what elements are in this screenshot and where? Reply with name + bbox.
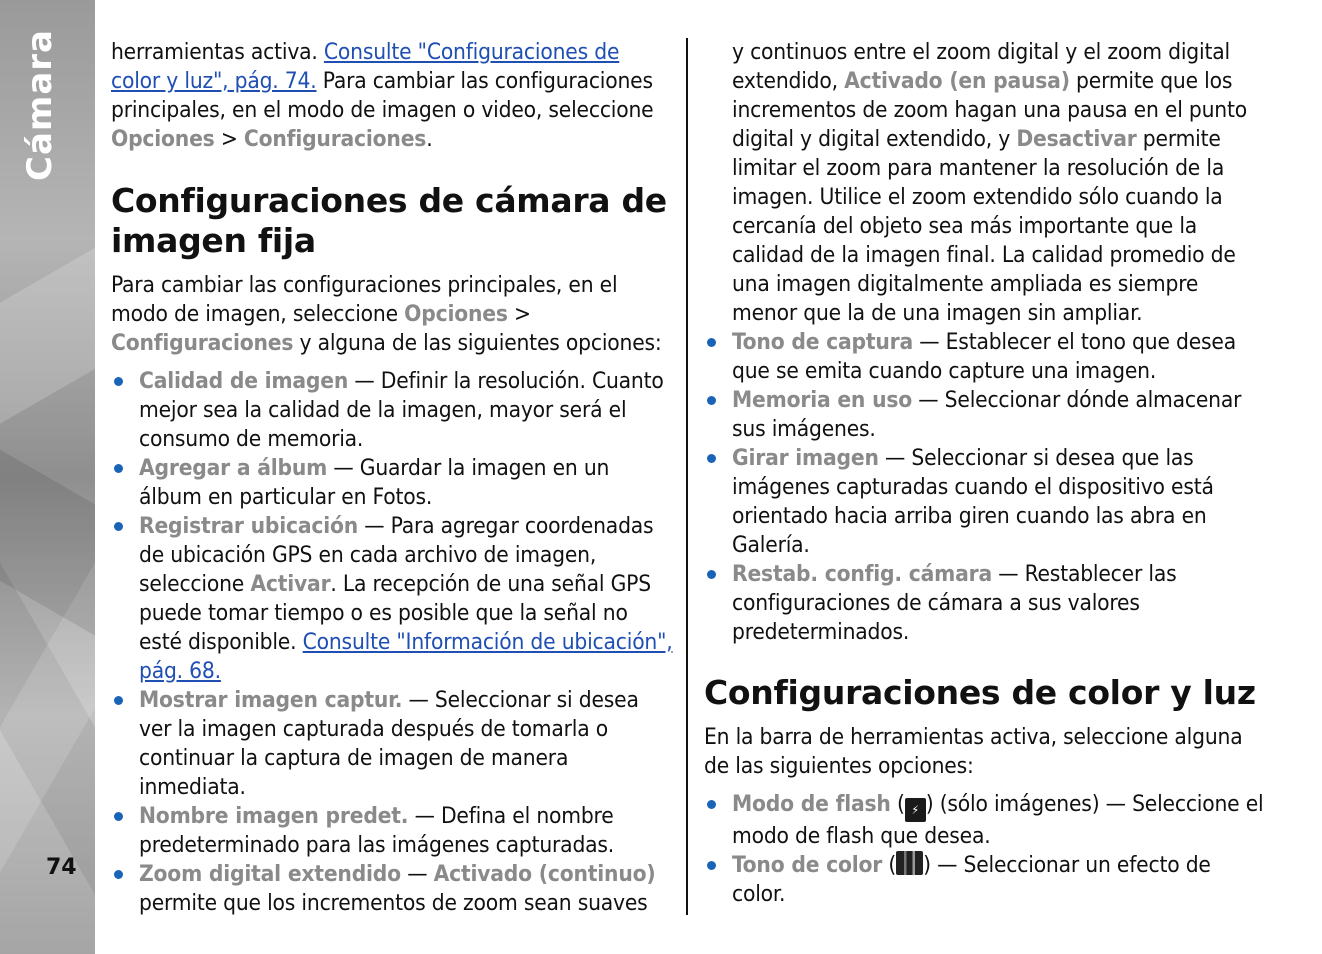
list-item: Tono de color ( ) — Seleccionar un efecto de color.: [704, 851, 1269, 909]
chapter-sidebar: [0, 0, 95, 954]
flash-auto-icon: ⚡: [905, 798, 926, 822]
chapter-title: Cámara: [20, 29, 60, 181]
list-item: Nombre imagen predet. — Defina el nombre predeterminado para las imágenes capturadas.: [111, 802, 673, 860]
list-item: Mostrar imagen captur. — Seleccionar si desea ver la imagen capturada después de tomarla o continuar la captura de imagen de manera inmediata.: [111, 686, 673, 802]
intro-paragraph: herramientas activa. Consulte "Configuraciones de color y luz", pág. 74. Para cambiar las configuraciones principales, en el modo de imagen o video, seleccione Opciones > Configuraciones.: [111, 39, 654, 152]
camera-options-list: [111, 367, 673, 918]
left-column: [111, 38, 673, 918]
list-item: Calidad de imagen — Definir la resolución. Cuanto mejor sea la calidad de la imagen, mayor será el consumo de memoria.: [111, 367, 673, 454]
page-number: 74: [46, 855, 77, 880]
link-location-info[interactable]: Consulte "Información de ubicación", pág. 68.: [139, 629, 673, 684]
column-divider: [686, 38, 688, 915]
ui-options: Opciones: [111, 126, 215, 152]
zoom-continued: [704, 38, 1269, 328]
right-column: [704, 38, 1269, 909]
list-item: Modo de flash ( ⚡ ) (sólo imágenes) — Seleccione el modo de flash que desea.: [704, 790, 1269, 851]
list-item: Girar imagen — Seleccionar si desea que las imágenes capturadas cuando el dispositivo está orientado hacia arriba giren cuando las abra en Galería.: [704, 444, 1269, 560]
link-color-light[interactable]: Consulte "Configuraciones de color y luz", pág. 74.: [111, 39, 620, 94]
section-heading-still-camera: Configuraciones de cámara de imagen fija: [111, 181, 667, 260]
section-heading-color-light: Configuraciones de color y luz: [704, 673, 1256, 712]
list-item: Zoom digital extendido — Activado (continuo) permite que los incrementos de zoom sean suaves: [111, 860, 673, 918]
color-tone-icon: [896, 851, 923, 875]
section-paragraph: Para cambiar las configuraciones principales, en el modo de imagen, seleccione Opciones > Configuraciones y alguna de las siguientes opciones:: [111, 272, 662, 356]
list-item: Restab. config. cámara — Restablecer las configuraciones de cámara a sus valores predeterminados.: [704, 560, 1269, 647]
list-item: Registrar ubicación — Para agregar coordenadas de ubicación GPS en cada archivo de imagen, seleccione Activar. La recepción de una señal GPS puede tomar tiempo o es posible que la señal no esté disponible. Consulte "Información de ubicación", pág. 68.: [111, 512, 673, 686]
color-light-options-list: [704, 790, 1269, 909]
ui-settings: Configuraciones: [243, 126, 427, 152]
list-item: Memoria en uso — Seleccionar dónde almacenar sus imágenes.: [704, 386, 1269, 444]
color-light-paragraph: En la barra de herramientas activa, seleccione alguna de las siguientes opciones:: [704, 724, 1243, 779]
camera-options-list-continued: [704, 328, 1269, 647]
list-item: Agregar a álbum — Guardar la imagen en un álbum en particular en Fotos.: [111, 454, 673, 512]
list-item: Tono de captura — Establecer el tono que desea que se emita cuando capture una imagen.: [704, 328, 1269, 386]
list-item-continuation: y continuos entre el zoom digital y el zoom digital extendido, Activado (en pausa) permite que los incrementos de zoom hagan una pausa en el punto digital y digital extendido, y Desactivar permite limitar el zoom para mantener la resolución de la imagen. Utilice el zoom extendido sólo cuando la cercanía del objeto sea más importante que la calidad de la imagen final. La calidad promedio de una imagen digitalmente ampliada es siempre menor que la de una imagen sin ampliar.: [732, 39, 1247, 326]
